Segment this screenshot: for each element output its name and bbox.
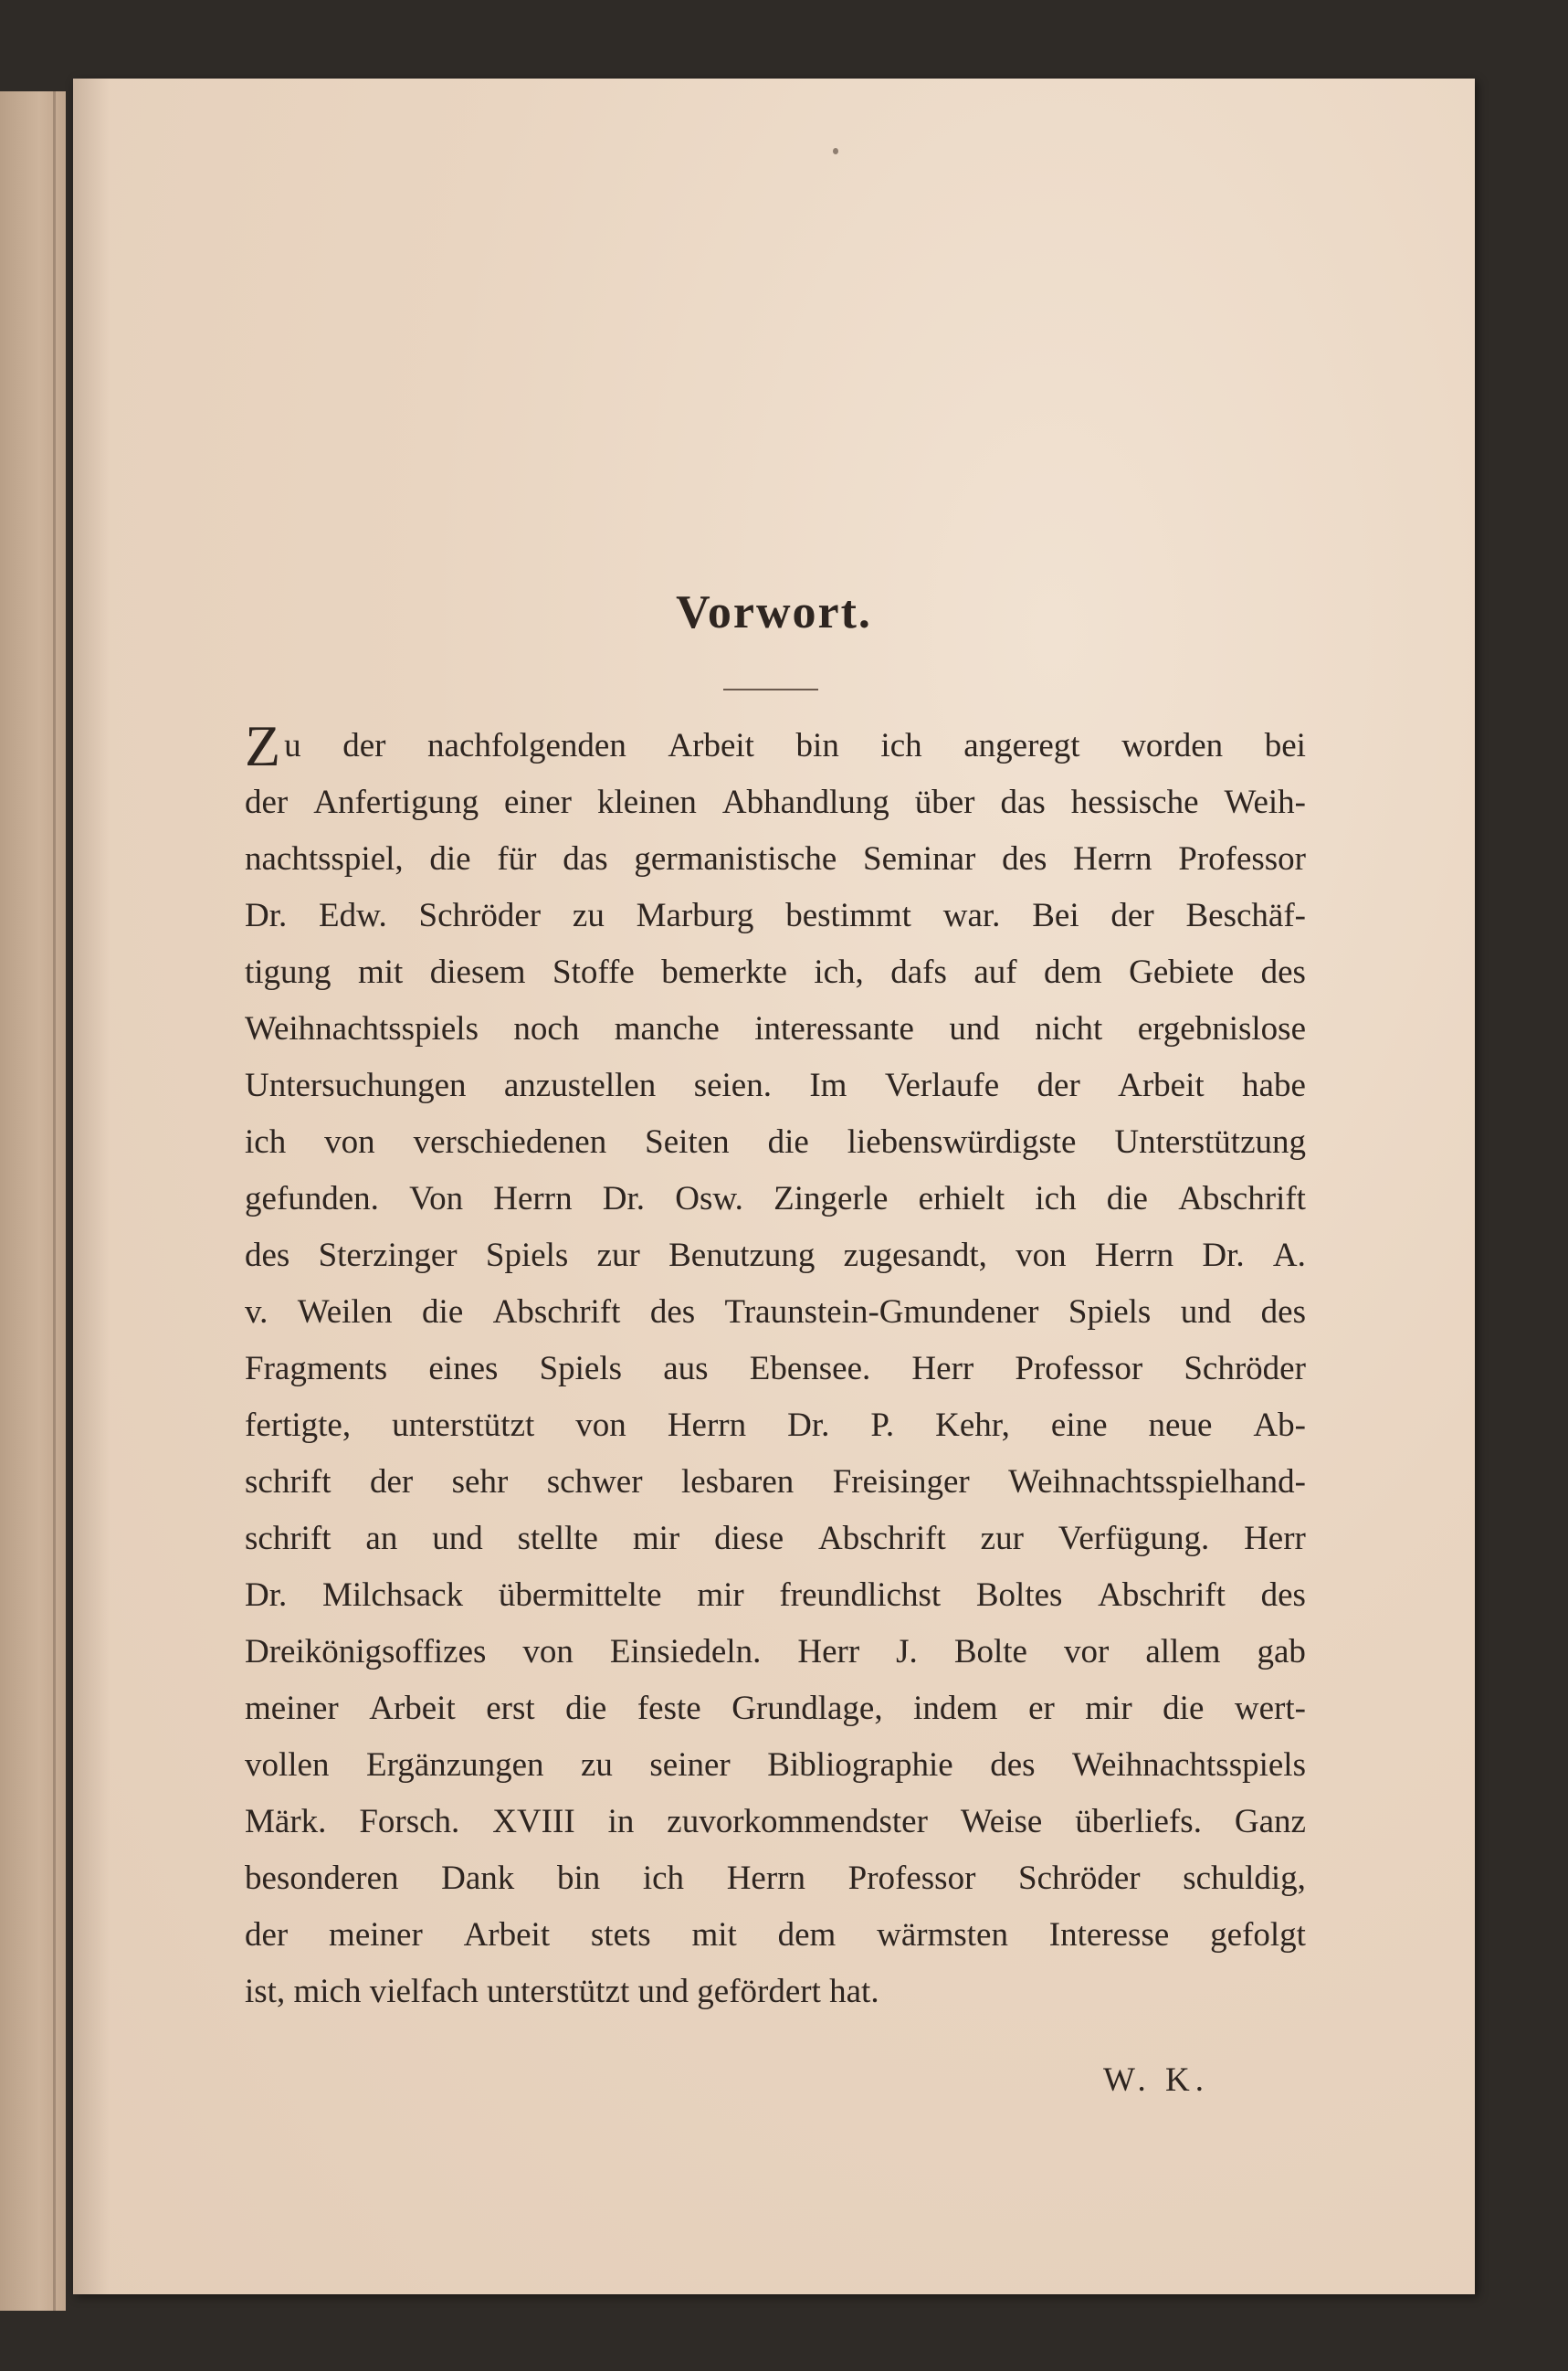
signature: W. K. xyxy=(1103,2061,1209,2099)
text-line xyxy=(245,713,1306,778)
text-line: des Sterzinger Spiels zur Benutzung zugesandt, von Herrn Dr. A. xyxy=(245,1237,1306,1274)
title-divider xyxy=(723,689,818,690)
text-line: v. Weilen die Abschrift des Traunstein-Gmundener Spiels und des xyxy=(245,1293,1306,1331)
facing-page-edge xyxy=(0,91,66,2311)
text-line: ich von verschiedenen Seiten die liebenswürdigste Unterstützung xyxy=(245,1123,1306,1161)
text-line: gefunden. Von Herrn Dr. Osw. Zingerle erhielt ich die Abschrift xyxy=(245,1180,1306,1217)
text-line: Dr. Milchsack übermittelte mir freundlichst Boltes Abschrift des xyxy=(245,1576,1306,1614)
page-title: Vorwort. xyxy=(676,586,872,638)
text-line: meiner Arbeit erst die feste Grundlage, indem er mir die wert- xyxy=(245,1690,1306,1727)
text-line: vollen Ergänzungen zu seiner Bibliographie des Weihnachtsspiels xyxy=(245,1746,1306,1784)
text-line: der meiner Arbeit stets mit dem wärmsten Interesse gefolgt xyxy=(245,1916,1306,1954)
text-line-rest: u der nachfolgenden Arbeit bin ich angeregt worden bei xyxy=(284,727,1306,764)
text-line: ist, mich vielfach unterstützt und gefördert hat. xyxy=(245,1973,879,2010)
text-line: Dreikönigsoffizes von Einsiedeln. Herr J. Bolte vor allem gab xyxy=(245,1633,1306,1670)
text-line: fertigte, unterstützt von Herrn Dr. P. Kehr, eine neue Ab- xyxy=(245,1407,1306,1444)
text-line: schrift der sehr schwer lesbaren Freisinger Weihnachtsspielhand- xyxy=(245,1463,1306,1501)
preface-text xyxy=(245,713,1306,2020)
text-line: nachtsspiel, die für das germanistische Seminar des Herrn Professor xyxy=(245,840,1306,878)
drop-cap: Z xyxy=(245,713,281,778)
text-line: besonderen Dank bin ich Herrn Professor Schröder schuldig, xyxy=(245,1860,1306,1897)
text-line: Untersuchungen anzustellen seien. Im Verlaufe der Arbeit habe xyxy=(245,1067,1306,1104)
text-line: Weihnachtsspiels noch manche interessante und nicht ergebnislose xyxy=(245,1010,1306,1048)
text-line: tigung mit diesem Stoffe bemerkte ich, dafs auf dem Gebiete des xyxy=(245,954,1306,991)
text-line: der Anfertigung einer kleinen Abhandlung über das hessische Weih- xyxy=(245,784,1306,821)
book-page xyxy=(73,79,1475,2294)
text-line: Märk. Forsch. XVIII in zuvorkommendster Weise überliefs. Ganz xyxy=(245,1803,1306,1840)
text-line: schrift an und stellte mir diese Abschrift zur Verfügung. Herr xyxy=(245,1520,1306,1557)
paper-fleck xyxy=(833,148,838,154)
text-line: Dr. Edw. Schröder zu Marburg bestimmt war. Bei der Beschäf- xyxy=(245,897,1306,934)
text-line: Fragments eines Spiels aus Ebensee. Herr Professor Schröder xyxy=(245,1350,1306,1387)
